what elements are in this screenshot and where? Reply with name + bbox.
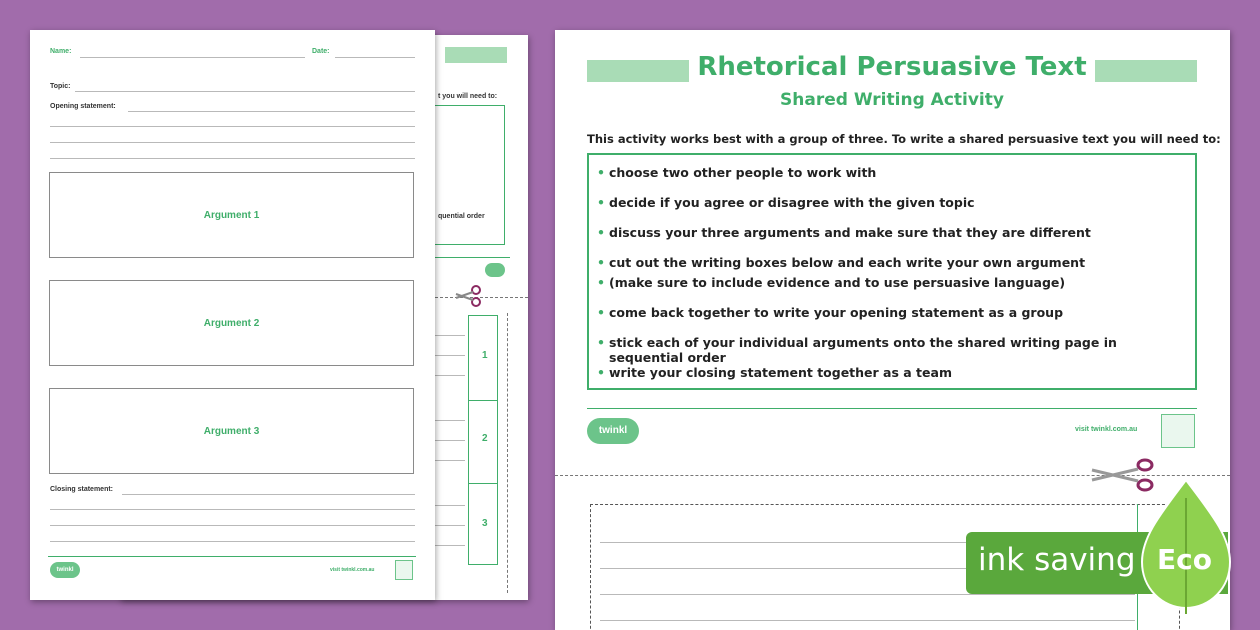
- middle-row-line: [435, 440, 465, 441]
- eco-label: Eco: [1157, 543, 1212, 576]
- closing-statement-label: Closing statement:: [50, 486, 114, 493]
- opening-line: [50, 142, 415, 143]
- opening-line: [128, 111, 415, 112]
- middle-row-line: [435, 505, 465, 506]
- eco-badge-text: ink saving: [978, 542, 1136, 578]
- page-title: Rhetorical Persuasive Text: [697, 52, 1087, 82]
- page-subtitle: Shared Writing Activity: [780, 90, 1004, 110]
- instructions-box: [587, 153, 1197, 390]
- closing-line: [122, 494, 415, 495]
- middle-footer-line: [430, 257, 510, 258]
- middle-row-line: [435, 420, 465, 421]
- middle-title-bar: [445, 47, 507, 63]
- middle-divider-1: [468, 400, 498, 401]
- right-twinkl-logo: twinkl: [587, 418, 639, 444]
- name-line: [80, 57, 305, 58]
- topic-label: Topic:: [50, 83, 71, 90]
- name-label: Name:: [50, 48, 72, 55]
- middle-number-3: 3: [482, 518, 488, 529]
- instruction-item: • choose two other people to work with: [609, 165, 876, 180]
- middle-instructions-box: [425, 105, 505, 245]
- middle-scissors-icon: [454, 284, 482, 308]
- argument-box-2: Argument 2: [49, 280, 414, 366]
- instruction-item: • write your closing statement together as a team: [609, 365, 952, 380]
- title-bar-left: [587, 60, 689, 82]
- middle-row-line: [435, 375, 465, 376]
- middle-divider-2: [468, 483, 498, 484]
- topic-line: [75, 91, 415, 92]
- middle-row-line: [435, 525, 465, 526]
- middle-row-line: [435, 355, 465, 356]
- middle-cut-box-right: [507, 313, 508, 593]
- instruction-item: • cut out the writing boxes below and each write your own argument: [609, 255, 1085, 270]
- intro-text: This activity works best with a group of three. To write a shared persuasive text you will need to:: [587, 132, 1221, 146]
- left-footer-url: visit twinkl.com.au: [330, 567, 375, 573]
- left-worksheet: [30, 30, 435, 600]
- argument-box-3: Argument 3: [49, 388, 414, 474]
- left-footer-badge: [395, 560, 413, 580]
- date-label: Date:: [312, 48, 330, 55]
- middle-twinkl-badge: [485, 263, 505, 277]
- instruction-item: • come back together to write your opening statement as a group: [609, 305, 1063, 320]
- opening-line: [50, 126, 415, 127]
- argument-box-1: Argument 1: [49, 172, 414, 258]
- left-twinkl-logo: twinkl: [50, 562, 80, 578]
- middle-row-line: [435, 335, 465, 336]
- left-footer-line: [48, 556, 416, 557]
- middle-number-1: 1: [482, 350, 488, 361]
- middle-peek-text-1: t you will need to:: [438, 93, 498, 100]
- closing-line: [50, 525, 415, 526]
- middle-peek-text-2: quential order: [438, 213, 485, 220]
- right-footer-line: [587, 408, 1197, 409]
- middle-row-line: [435, 545, 465, 546]
- instruction-item-continued: • (make sure to include evidence and to use persuasive language): [609, 275, 1065, 290]
- right-footer-url: visit twinkl.com.au: [1075, 426, 1138, 433]
- title-bar-right: [1095, 60, 1197, 82]
- opening-line: [50, 158, 415, 159]
- date-line: [335, 57, 415, 58]
- opening-statement-label: Opening statement:: [50, 103, 116, 110]
- middle-row-line: [435, 460, 465, 461]
- right-footer-badge: [1161, 414, 1195, 448]
- instruction-item: • discuss your three arguments and make sure that they are different: [609, 225, 1091, 240]
- middle-number-2: 2: [482, 433, 488, 444]
- writing-line: [600, 620, 1135, 621]
- instruction-item: • decide if you agree or disagree with the given topic: [609, 195, 975, 210]
- writing-line: [600, 594, 1135, 595]
- closing-line: [50, 541, 415, 542]
- instruction-item: • stick each of your individual arguments onto the shared writing page in sequential order: [609, 335, 1195, 365]
- closing-line: [50, 509, 415, 510]
